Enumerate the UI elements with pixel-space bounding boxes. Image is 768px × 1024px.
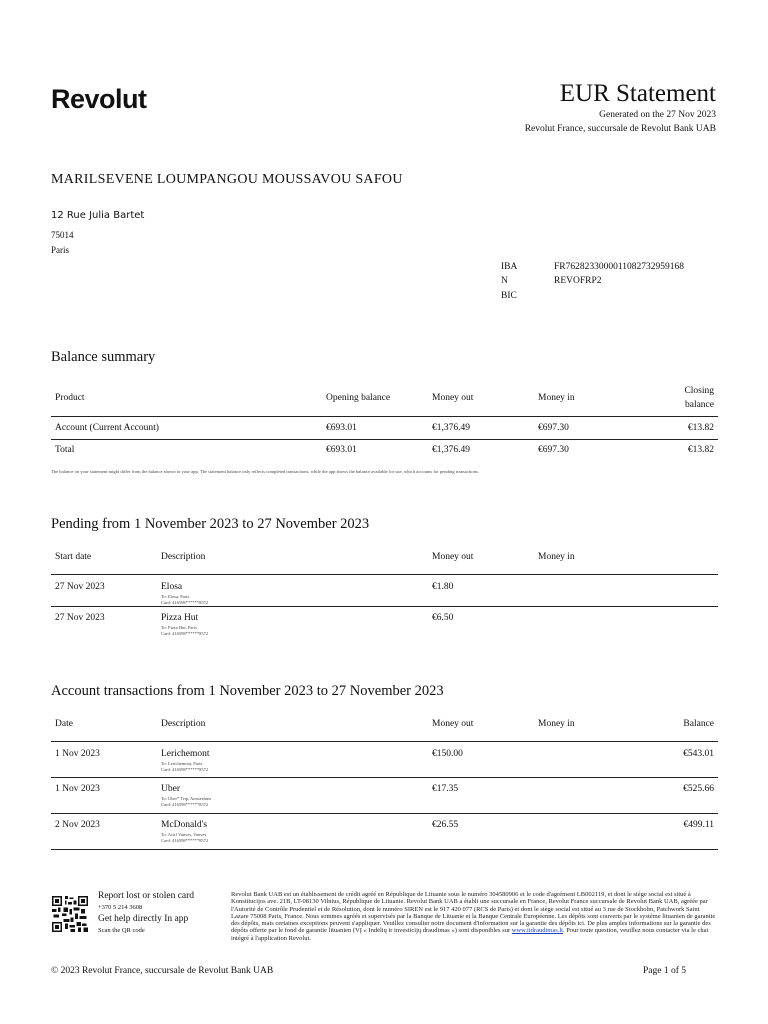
table-row: 2 Nov 2023 McDonald's To: Actif Vanves, Vanves Card: 416598******8572 €26.55 €499.11 xyxy=(51,814,718,850)
col-money-in: Money in xyxy=(534,540,718,575)
col-date: Date xyxy=(51,707,157,742)
customer-street: 12 Rue Julia Bartet xyxy=(51,210,145,221)
table-row: 27 Nov 2023 Elosa To: Elosa, Paris Card: 416598******8572 €1.80 xyxy=(55,582,454,605)
col-opening: Opening balance xyxy=(322,380,428,417)
col-money-out: Money out xyxy=(428,540,534,575)
table-row: Total €693.01 €1,376.49 €697.30 €13.82 xyxy=(51,440,718,463)
col-description: Description xyxy=(157,540,428,575)
transactions-title: Account transactions from 1 November 2023 to 27 November 2023 xyxy=(51,683,444,699)
col-start-date: Start date xyxy=(51,540,157,575)
bic-label: BIC xyxy=(501,291,517,301)
iban-value: FR7628233000011082732959168 xyxy=(554,262,685,272)
revolut-logo: Revolut xyxy=(51,84,147,114)
table-row: 1 Nov 2023 Lerichemont To: Lerichemont, Paris Card: 416598******8572 €150.00 €543.01 xyxy=(55,749,714,772)
col-money-out: Money out xyxy=(428,380,534,417)
customer-name: MARILSEVENE LOUMPANGOU MOUSSAVOU SAFOU xyxy=(51,172,403,187)
report-lost-card: Report lost or stolen card xyxy=(98,891,195,901)
customer-city: Paris xyxy=(51,245,69,255)
col-closing: Closing balance xyxy=(640,380,718,417)
copyright: © 2023 Revolut France, succursale de Revolut Bank UAB xyxy=(51,966,274,976)
transactions-table xyxy=(51,707,718,850)
statement-title: EUR Statement xyxy=(559,80,716,107)
pending-table xyxy=(51,540,718,639)
page-number: Page 1 of 5 xyxy=(642,966,686,976)
col-money-in: Money in xyxy=(534,380,640,417)
deposit-insurance-link[interactable]: www.iidraudimas.lt xyxy=(511,927,563,935)
customer-postcode: 75014 xyxy=(51,230,74,240)
balance-summary-table xyxy=(51,380,718,463)
iban-label-1: IBA xyxy=(501,262,518,272)
bank-entity: Revolut France, succursale de Revolut Bank UAB xyxy=(524,124,716,134)
support-phone[interactable]: +370 5 214 3608 xyxy=(98,904,143,911)
qr-code-icon[interactable] xyxy=(52,896,88,932)
table-row: 1 Nov 2023 Uber To: Uber* Trip, Amsterdam Card: 416598******8572 €17.35 €525.66 xyxy=(51,778,718,814)
generated-date: Generated on the 27 Nov 2023 xyxy=(599,110,716,120)
col-description: Description xyxy=(157,707,428,742)
legal-notice: Revolut Bank UAB est un établissement de crédit agréé en République de Lituanie sous le numéro 304580906 et le code d'agrément LB002119, et dont le siège social est situé à Konstitucijos ave. 21B, LT-08130 Vilnius, République de Lituanie. Revolut Bank UAB a établi une succursale en France, Revolut France succursale de Revolut Bank UAB, agréée par l'Autorité de Contrôle Prudentiel et de Résolution, dont le numéro SIREN est le 917 420 077 (RCS de Paris) et dont le siège social est situé au 3 rue de Stockholm, Patchwork Saint Lazare 75008 Paris, France. Nous sommes agréés et supervisés par la Banque de Lituanie et la Banque Centrale Européenne. Les dépôts sont couverts par le système lituanien de garantie des dépôts, mais certaines exceptions peuvent s'appliquer. Veuillez consulter notre document d'information sur la garantie des dépôts ici. De plus amples informations sur la garantie des dépôts offerte par le fond de garantie lituanien (VĮ « Indėlių ir investicijų draudimas ») sont disponibles sur www.iidraudimas.lt. Pour toute question, veuillez nous contacter via le chat intégré à l'application Revolut. xyxy=(231,891,716,942)
pending-title: Pending from 1 November 2023 to 27 November 2023 xyxy=(51,516,370,532)
balance-note: The balance on your statement might differ from the balance shown in your app. The statement balance only reflects completed transactions, while the app shows the balance available for use, which accounts for pending transactions. xyxy=(51,469,479,474)
balance-summary-title: Balance summary xyxy=(51,349,156,365)
get-help-in-app: Get help directly In app xyxy=(98,914,189,924)
col-product: Product xyxy=(51,380,322,417)
col-money-in: Money in xyxy=(534,707,640,742)
col-money-out: Money out xyxy=(428,707,534,742)
bic-value: REVOFRP2 xyxy=(554,276,602,286)
iban-label-2: N xyxy=(501,276,508,286)
table-row: 27 Nov 2023 Pizza Hut To: Pizza Hut, Paris Card: 416598******8572 €6.50 xyxy=(51,607,718,639)
table-row: Account (Current Account) €693.01 €1,376.49 €697.30 €13.82 xyxy=(55,423,714,433)
scan-qr-label: Scan the QR code xyxy=(98,927,145,934)
col-balance: Balance xyxy=(640,707,718,742)
